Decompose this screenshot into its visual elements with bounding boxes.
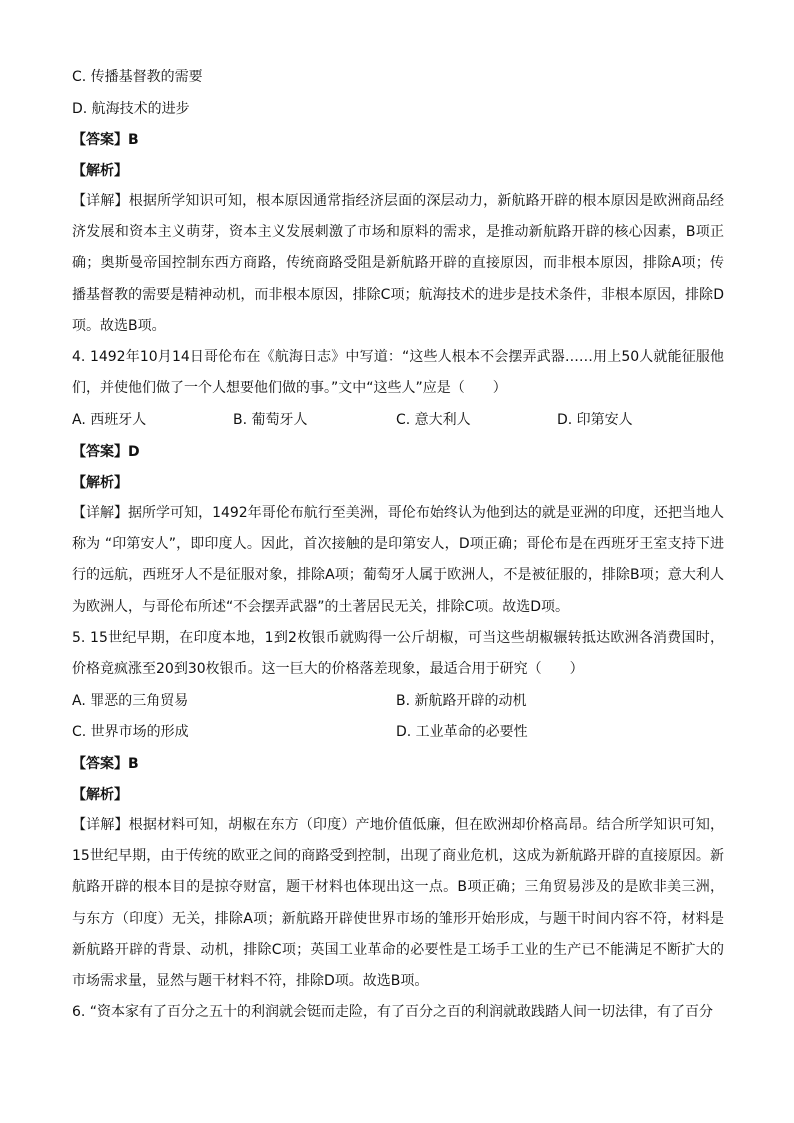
- q5-option-c: C. 世界市场的形成: [72, 724, 189, 740]
- q4-detail: 【详解】据所学可知，1492年哥伦布航行至美洲，哥伦布始终认为他到达的就是亚洲的印度，还把当地人称为 “印第安人”，即印度人。因此，首次接触的是印第安人，D项正确；哥伦布是在西班牙王室支持下进行的远航，西班牙人不是征服对象，排除A项；葡萄牙人属于欧洲人，不是被征服的，排除B项；意大利人为欧洲人，与哥伦布所述“不会摆弄武器”的土著居民无关，排除C项。故选D项。: [72, 505, 724, 615]
- q4-option-a: A. 西班牙人: [72, 412, 147, 428]
- q5-option-a: A. 罪恶的三角贸易: [72, 693, 189, 709]
- q5-detail: 【详解】根据材料可知，胡椒在东方（印度）产地价值低廉，但在欧洲却价格高昂。结合所学知识可知，15世纪早期，由于传统的欧亚之间的商路受到控制，出现了商业危机，这成为新航路开辟的直接原因。新航路开辟的根本目的是掠夺财富，题干材料也体现出这一点。B项正确；三角贸易涉及的是欧非美三洲，与东方（印度）无关，排除A项；新航路开辟使世界市场的雏形开始形成，与题干时间内容不符，材料是新航路开辟的背景、动机，排除C项；英国工业革命的必要性是工场手工业的生产已不能满足不断扩大的市场需求量，显然与题干材料不符，排除D项。故选B项。: [72, 817, 724, 990]
- q4-analysis-heading: 【解析】: [72, 475, 128, 491]
- q3-detail: 【详解】根据所学知识可知，根本原因通常指经济层面的深层动力，新航路开辟的根本原因是欧洲商品经济发展和资本主义萌芽，资本主义发展刺激了市场和原料的需求，是推动新航路开辟的核心因素，B项正确；奥斯曼帝国控制东西方商路，传统商路受阻是新航路开辟的直接原因，而非根本原因，排除A项；传播基督教的需要是精神动机，而非根本原因，排除C项；航海技术的进步是技术条件，非根本原因，排除D项。故选B项。: [72, 193, 724, 334]
- q3-answer: 【答案】B: [72, 132, 139, 148]
- q3-analysis-heading: 【解析】: [72, 163, 128, 179]
- q5-stem: 5. 15世纪早期，在印度本地，1到2枚银币就购得一公斤胡椒，可当这些胡椒辗转抵达欧洲各消费国时，价格竟疯涨至20到30枚银币。这一巨大的价格落差现象，最适合用于研究（ ）: [72, 630, 724, 678]
- q3-option-c: C. 传播基督教的需要: [72, 69, 203, 85]
- q4-stem: 4. 1492年10月14日哥伦布在《航海日志》中写道：“这些人根本不会摆弄武器……用上50人就能征服他们，并使他们做了一个人想要他们做的事。”文中“这些人”应是（ ）: [72, 349, 724, 397]
- q4-option-d: D. 印第安人: [557, 412, 633, 428]
- q5-answer: 【答案】B: [72, 756, 139, 772]
- q3-option-d: D. 航海技术的进步: [72, 101, 190, 117]
- q5-option-d: D. 工业革命的必要性: [396, 724, 528, 740]
- q4-option-c: C. 意大利人: [396, 412, 471, 428]
- q5-analysis-heading: 【解析】: [72, 787, 128, 803]
- q4-answer: 【答案】D: [72, 444, 140, 460]
- q6-stem: 6. “资本家有了百分之五十的利润就会铤而走险，有了百分之百的利润就敢践踏人间一切法律，有了百分: [72, 1004, 714, 1020]
- q4-option-b: B. 葡萄牙人: [233, 412, 308, 428]
- q5-option-b: B. 新航路开辟的动机: [396, 693, 527, 709]
